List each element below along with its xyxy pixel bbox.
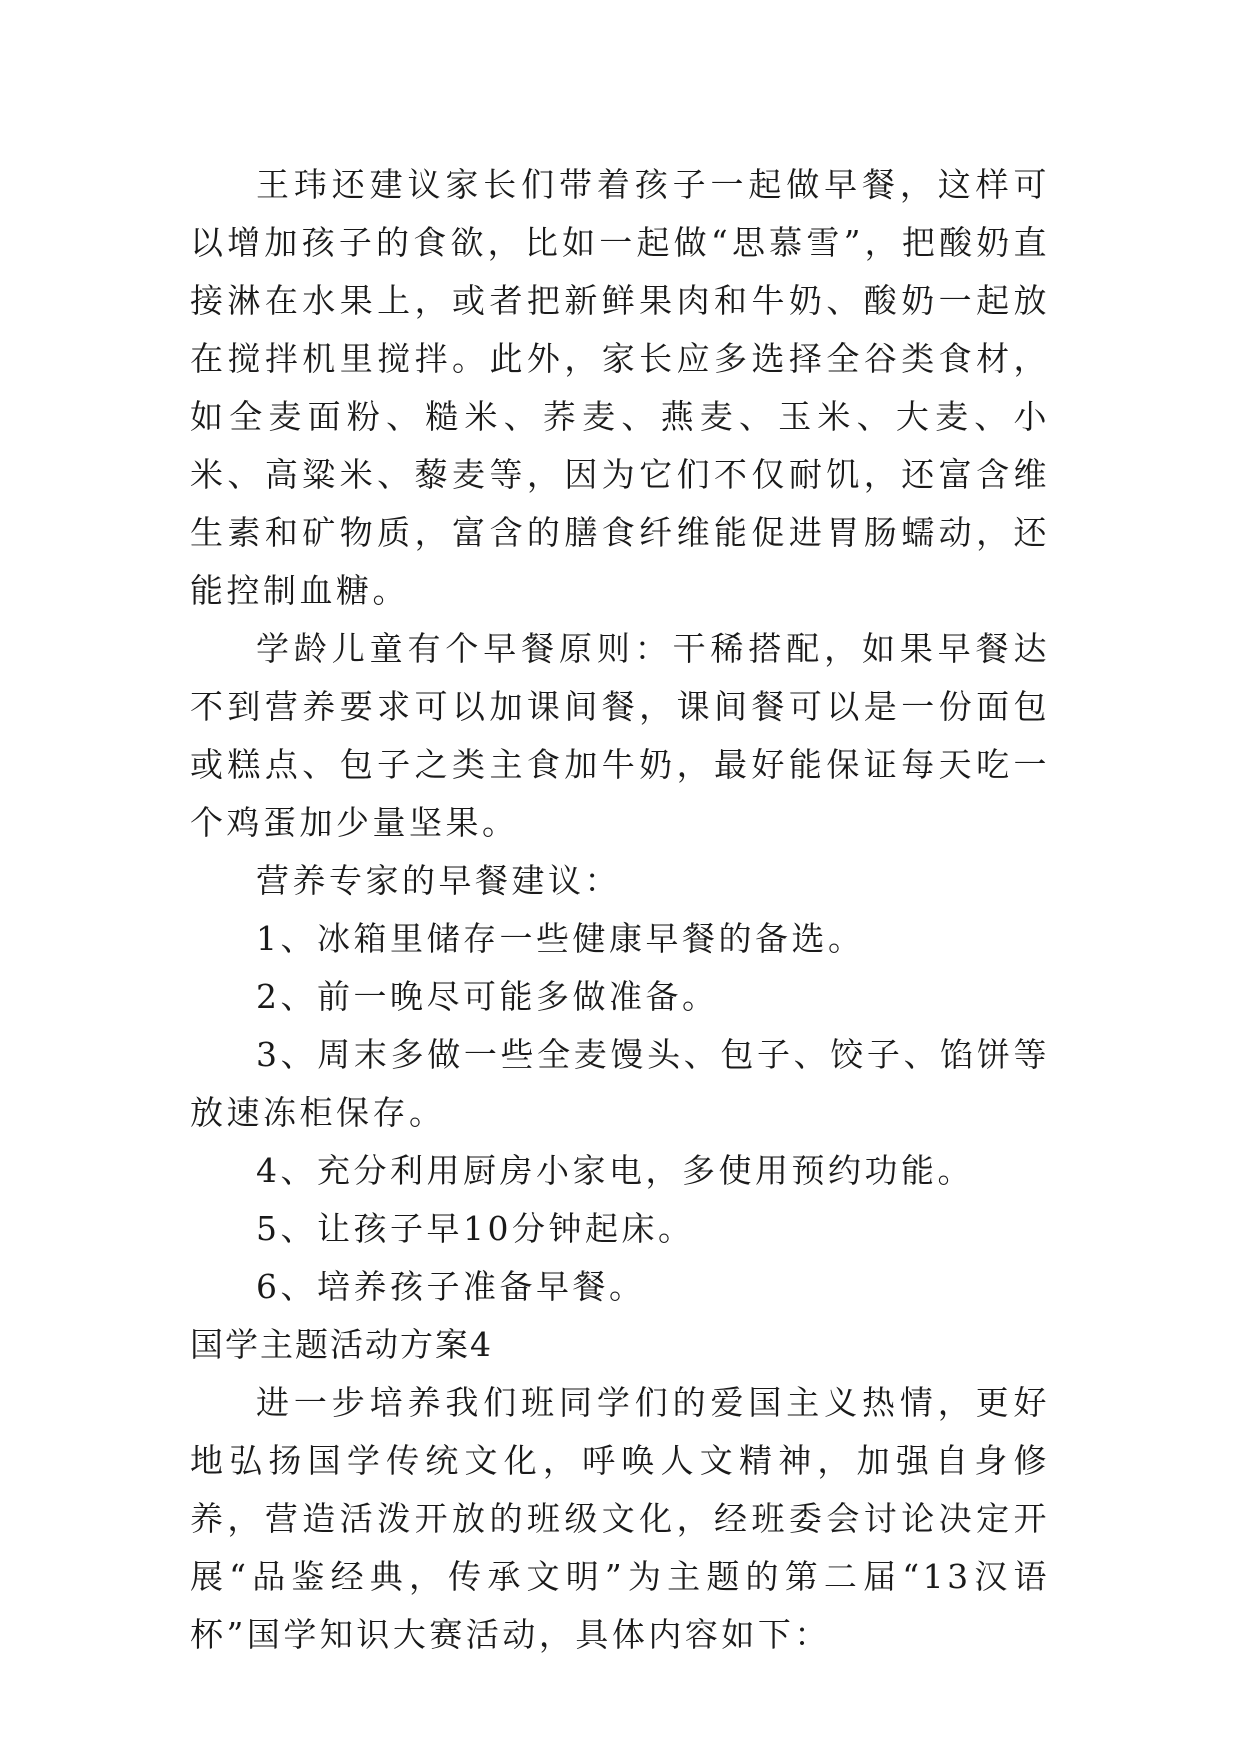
paragraph-activity-intro: 进一步培养我们班同学们的爱国主义热情，更好地弘扬国学传统文化，呼唤人文精神，加强自身修养，营造活泼开放的班级文化，经班委会讨论决定开展“品鉴经典，传承文明”为主题的第二届“13汉语杯”国学知识大赛活动，具体内容如下： [190, 1383, 1050, 1654]
list-item-5: 5、让孩子早10分钟起床。 [256, 1209, 695, 1248]
list-item-6: 6、培养孩子准备早餐。 [256, 1267, 646, 1306]
paragraph-breakfast-principle: 学龄儿童有个早餐原则：干稀搭配，如果早餐达不到营养要求可以加课间餐，课间餐可以是一份面包或糕点、包子之类主食加牛奶，最好能保证每天吃一个鸡蛋加少量坚果。 [190, 629, 1050, 842]
list-item-1: 1、冰箱里储存一些健康早餐的备选。 [256, 919, 865, 958]
document-page [190, 156, 1050, 1664]
list-item-2: 2、前一晚尽可能多做准备。 [256, 977, 719, 1016]
section-heading: 国学主题活动方案4 [190, 1325, 493, 1364]
paragraph-breakfast-advice: 王玮还建议家长们带着孩子一起做早餐，这样可以增加孩子的食欲，比如一起做“思慕雪”，把酸奶直接淋在水果上，或者把新鲜果肉和牛奶、酸奶一起放在搅拌机里搅拌。此外，家长应多选择全谷类食材，如全麦面粉、糙米、荞麦、燕麦、玉米、大麦、小米、高粱米、藜麦等，因为它们不仅耐饥，还富含维生素和矿物质，富含的膳食纤维能促进胃肠蠕动，还能控制血糖。 [190, 165, 1050, 610]
paragraph-expert-advice-intro: 营养专家的早餐建议： [256, 861, 621, 900]
list-item-4: 4、充分利用厨房小家电，多使用预约功能。 [256, 1151, 974, 1190]
list-item-3: 3、周末多做一些全麦馒头、包子、饺子、馅饼等放速冻柜保存。 [190, 1035, 1050, 1132]
